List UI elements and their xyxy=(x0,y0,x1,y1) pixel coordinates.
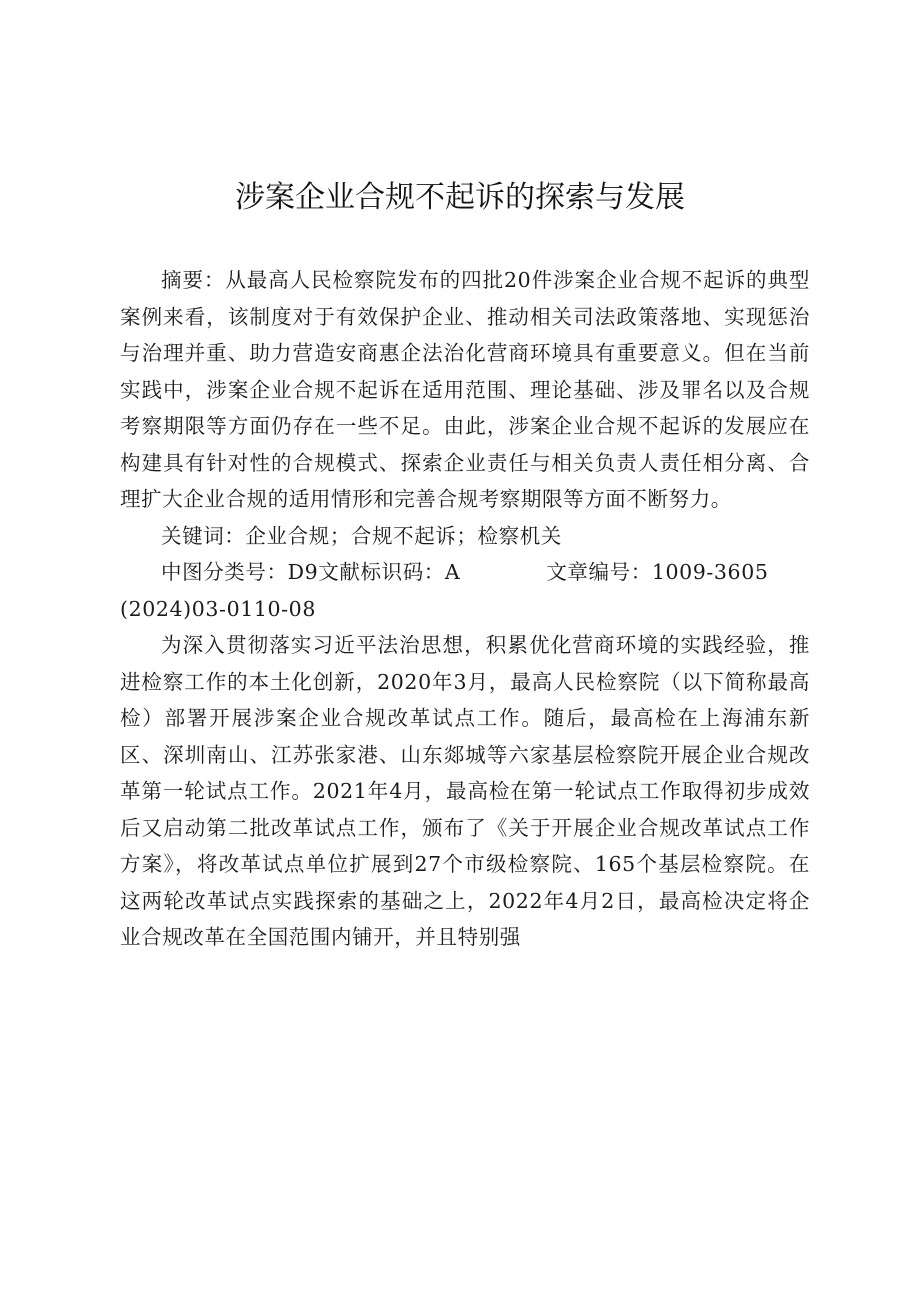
abstract-text: 从最高人民检察院发布的四批20件涉案企业合规不起诉的典型案例来看，该制度对于有效保护企业、推动相关司法政策落地、实现惩治与治理并重、助力营造安商惠企法治化营商环境具有重要意义。但在当前实践中，涉案企业合规不起诉在适用范围、理论基础、涉及罪名以及合规考察期限等方面仍存在一些不足。由此，涉案企业合规不起诉的发展应在构建具有针对性的合规模式、探索企业责任与相关负责人责任相分离、合理扩大企业合规的适用情形和完善合规考察期限等方面不断努力。 xyxy=(120,268,810,511)
keywords-text: 企业合规；合规不起诉；检察机关 xyxy=(245,523,562,548)
keywords-line xyxy=(120,518,810,555)
article-body xyxy=(120,262,810,956)
classification-line xyxy=(120,554,810,591)
doc-code-value: A xyxy=(444,560,461,584)
body-paragraph-1: 为深入贯彻落实习近平法治思想，积累优化营商环境的实践经验，推进检察工作的本土化创新，2020年3月，最高人民检察院（以下简称最高检）部署开展涉案企业合规改革试点工作。随后，最高检在上海浦东新区、深圳南山、江苏张家港、山东郯城等六家基层检察院开展企业合规改革第一轮试点工作。2021年4月，最高检在第一轮试点工作取得初步成效后又启动第二批改革试点工作，颁布了《关于开展企业合规改革试点工作方案》，将改革试点单位扩展到27个市级检察院、165个基层检察院。在这两轮改革试点实践探索的基础之上，2022年4月2日，最高检决定将企业合规改革在全国范围内铺开，并且特别强 xyxy=(120,633,810,949)
article-no-value: 1009-3605 xyxy=(651,560,769,584)
article-title: 涉案企业合规不起诉的探索与发展 xyxy=(235,180,685,215)
clc-label: 中图分类号： xyxy=(161,560,288,584)
article-no-label: 文章编号： xyxy=(546,560,652,584)
doc-code-label: 文献标识码： xyxy=(318,560,445,584)
keywords-label: 关键词： xyxy=(161,523,246,548)
abstract-label: 摘要： xyxy=(161,268,226,292)
article-no-continuation: (2024)03-0110-08 xyxy=(120,596,316,621)
abstract-paragraph xyxy=(120,262,810,518)
clc-value: D9 xyxy=(287,560,319,584)
